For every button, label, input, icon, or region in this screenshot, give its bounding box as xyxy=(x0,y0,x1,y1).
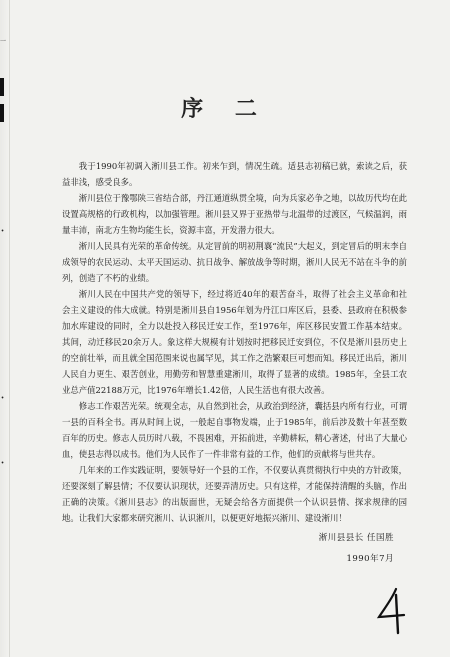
paragraph-1: 我于1990年初调入淅川县工作。初来乍到，情况生疏。适县志初稿已就，索读之后，获益非浅，感受良多。 xyxy=(62,161,407,187)
paragraph-5: 修志工作艰苦光荣。统观全志，从自然到社会，从政治到经济，囊括县内所有行业，可谓一县的百科全书。再从时间上说，一般起自事物发端，止于1985年，前后涉及数十年甚至数百年的历史。修志人员历时八载，不畏困难，开拓前进，辛勤耕耘，精心著述，付出了大量心血，使县志得以成书。他们为人民作了一件非常有益的工作，他们的贡献将与世共存。 xyxy=(62,401,407,459)
margin-mark: • xyxy=(0,395,5,402)
signature-date: 1990年7月 xyxy=(346,554,394,564)
handwritten-page-number-icon xyxy=(374,585,412,637)
preface-body xyxy=(62,158,407,526)
paragraph-6: 几年来的工作实践证明，要领导好一个县的工作，不仅要认真贯彻执行中央的方针政策，还要深刻了解县情；不仅要认识现状，还要弄清历史。只有这样，才能保持清醒的头脑，作出正确的决策。《淅川县志》的出版面世，无疑会给各方面提供一个认识县情、探求规律的园地。让我们大家都来研究淅川、认识淅川，以便更好地振兴淅川、建设淅川！ xyxy=(62,465,407,523)
paragraph-2: 淅川县位于豫鄂陕三省结合部，丹江通道纵贯全境，向为兵家必争之地，以故历代均在此设置高规格的行政机构，以加强管理。淅川县又界于亚热带与北温带的过渡区，气候温润，雨量丰沛，南北方生物均能生长，资源丰富，开发潜力很大。 xyxy=(62,193,407,235)
page-title: 序 二 xyxy=(181,96,269,122)
paragraph-4: 淅川人民在中国共产党的领导下，经过将近40年的艰苦奋斗，取得了社会主义革命和社会主义建设的伟大成就。特别是淅川县自1956年划为丹江口库区后，县委、县政府在积极参加水库建设的同时，全力以赴投入移民迁安工作，至1976年，库区移民安置工作基本结束。其间，动迁移民20余万人。象这样大规模有计划按时把移民迁安到位，不仅是淅川县历史上的空前壮举，而且就全国范围来说也属罕见，其工作之浩繁艰巨可想而知。移民迁出后，淅川人民自力更生、艰苦创业，用勤劳和智慧重建淅川，取得了显著的成绩。1985年，全县工农业总产值22188万元，比1976年增长1.42倍，人民生活也有很大改善。 xyxy=(62,289,407,395)
margin-mark: • xyxy=(0,460,5,467)
margin-mark: 一 xyxy=(0,38,7,45)
handwritten-page-number xyxy=(374,585,412,637)
margin-mark: • xyxy=(0,228,5,235)
signature: 淅川县县长 任国胜 xyxy=(318,533,394,543)
paragraph-3: 淅川人民具有光荣的革命传统。从定冒前的明初荆襄“流民”大起义，到定冒后的明末李自成领导的农民运动、太平天国运动、抗日战争、解放战争等时期，淅川人民无不站在斗争的前列，创造了不朽的业绩。 xyxy=(62,241,407,283)
